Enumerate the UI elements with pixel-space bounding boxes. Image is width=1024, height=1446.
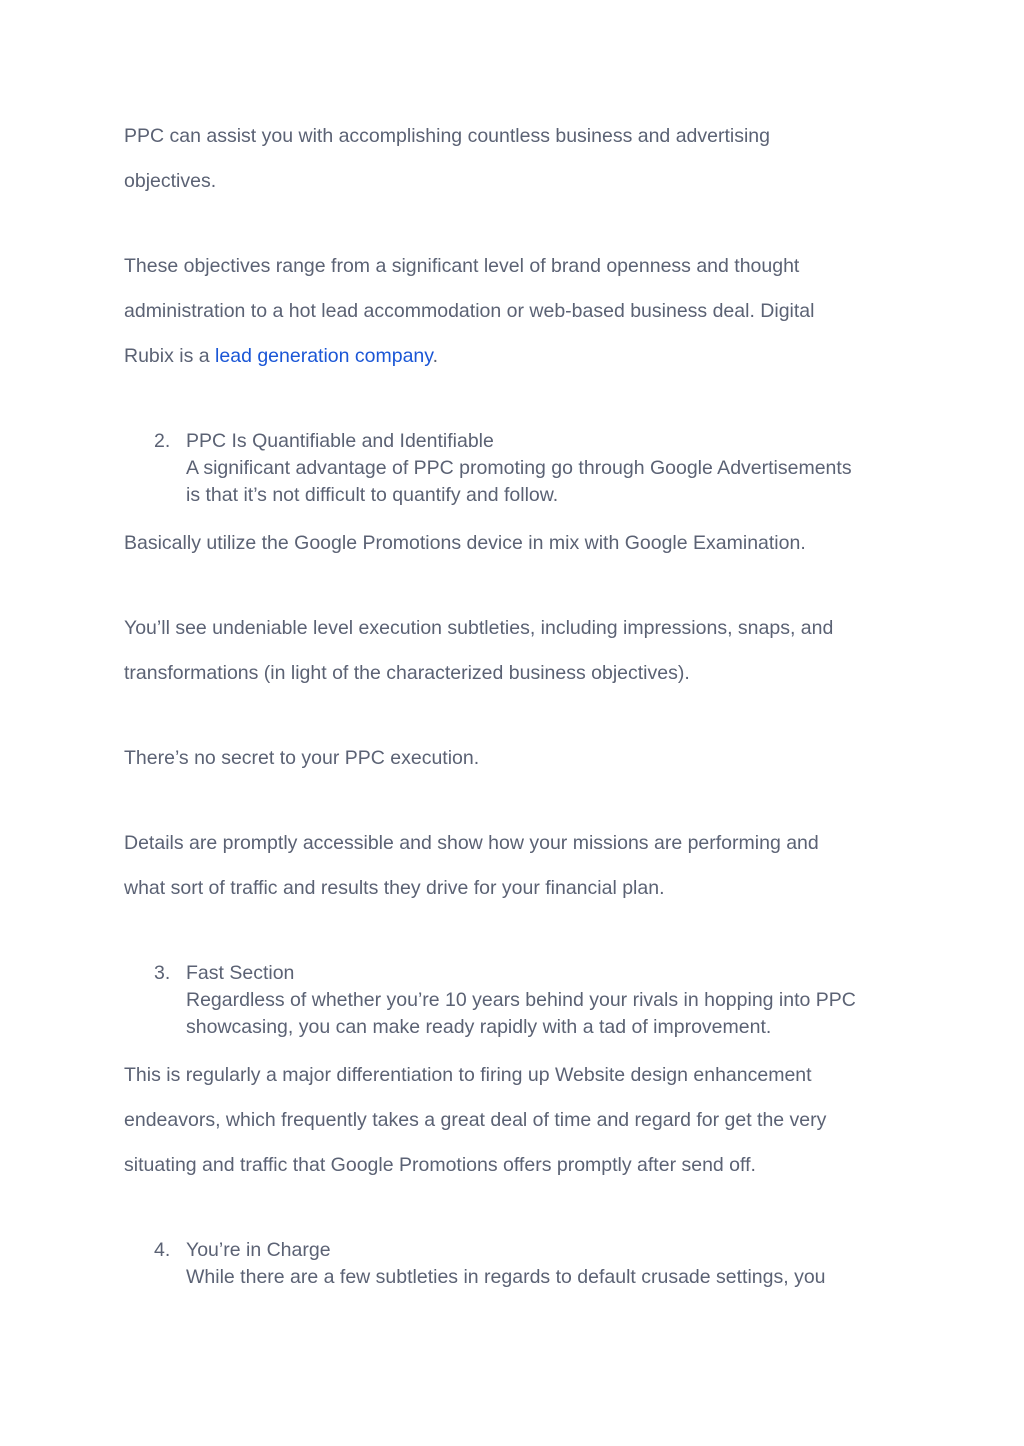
paragraph-google-tools: Basically utilize the Google Promotions device in mix with Google Examination.: [124, 532, 806, 554]
paragraph-objectives-prefix: Rubix is a: [124, 345, 216, 367]
paragraph-seo-line-1: This is regularly a major differentiation to firing up Website design enhancement: [124, 1064, 812, 1086]
list-number-4: 4.: [154, 1239, 171, 1261]
paragraph-execution-line-1: You’ll see undeniable level execution subtleties, including impressions, snaps, and: [124, 617, 834, 639]
list-item-2-line-2: is that it’s not difficult to quantify and follow.: [186, 484, 559, 506]
list-item-2-title: PPC Is Quantifiable and Identifiable: [186, 430, 494, 452]
list-item-3-title: Fast Section: [186, 962, 295, 984]
list-item-4-line-1: While there are a few subtleties in regards to default crusade settings, you: [186, 1266, 826, 1288]
paragraph-intro-line-2: objectives.: [124, 170, 217, 192]
paragraph-objectives-line-2: administration to a hot lead accommodation or web-based business deal. Digital: [124, 300, 815, 322]
paragraph-seo-line-3: situating and traffic that Google Promotions offers promptly after send off.: [124, 1154, 756, 1176]
lead-generation-company-link[interactable]: lead generation company: [215, 345, 433, 367]
paragraph-objectives-line-3: [124, 344, 438, 368]
paragraph-no-secret: There’s no secret to your PPC execution.: [124, 747, 480, 769]
paragraph-details-line-2: what sort of traffic and results they drive for your financial plan.: [124, 877, 665, 899]
paragraph-seo-line-2: endeavors, which frequently takes a great deal of time and regard for get the very: [124, 1109, 827, 1131]
list-item-2-line-1: A significant advantage of PPC promoting go through Google Advertisements: [186, 457, 852, 479]
list-item-3-line-2: showcasing, you can make ready rapidly with a tad of improvement.: [186, 1016, 772, 1038]
paragraph-objectives-line-1: These objectives range from a significant level of brand openness and thought: [124, 255, 800, 277]
list-item-4-title: You’re in Charge: [186, 1239, 331, 1261]
paragraph-intro-line-1: PPC can assist you with accomplishing countless business and advertising: [124, 125, 770, 147]
list-number-2: 2.: [154, 430, 171, 452]
paragraph-execution-line-2: transformations (in light of the characterized business objectives).: [124, 662, 690, 684]
list-item-3-line-1: Regardless of whether you’re 10 years behind your rivals in hopping into PPC: [186, 989, 856, 1011]
list-number-3: 3.: [154, 962, 171, 984]
paragraph-objectives-suffix: .: [432, 345, 439, 367]
paragraph-details-line-1: Details are promptly accessible and show how your missions are performing and: [124, 832, 819, 854]
